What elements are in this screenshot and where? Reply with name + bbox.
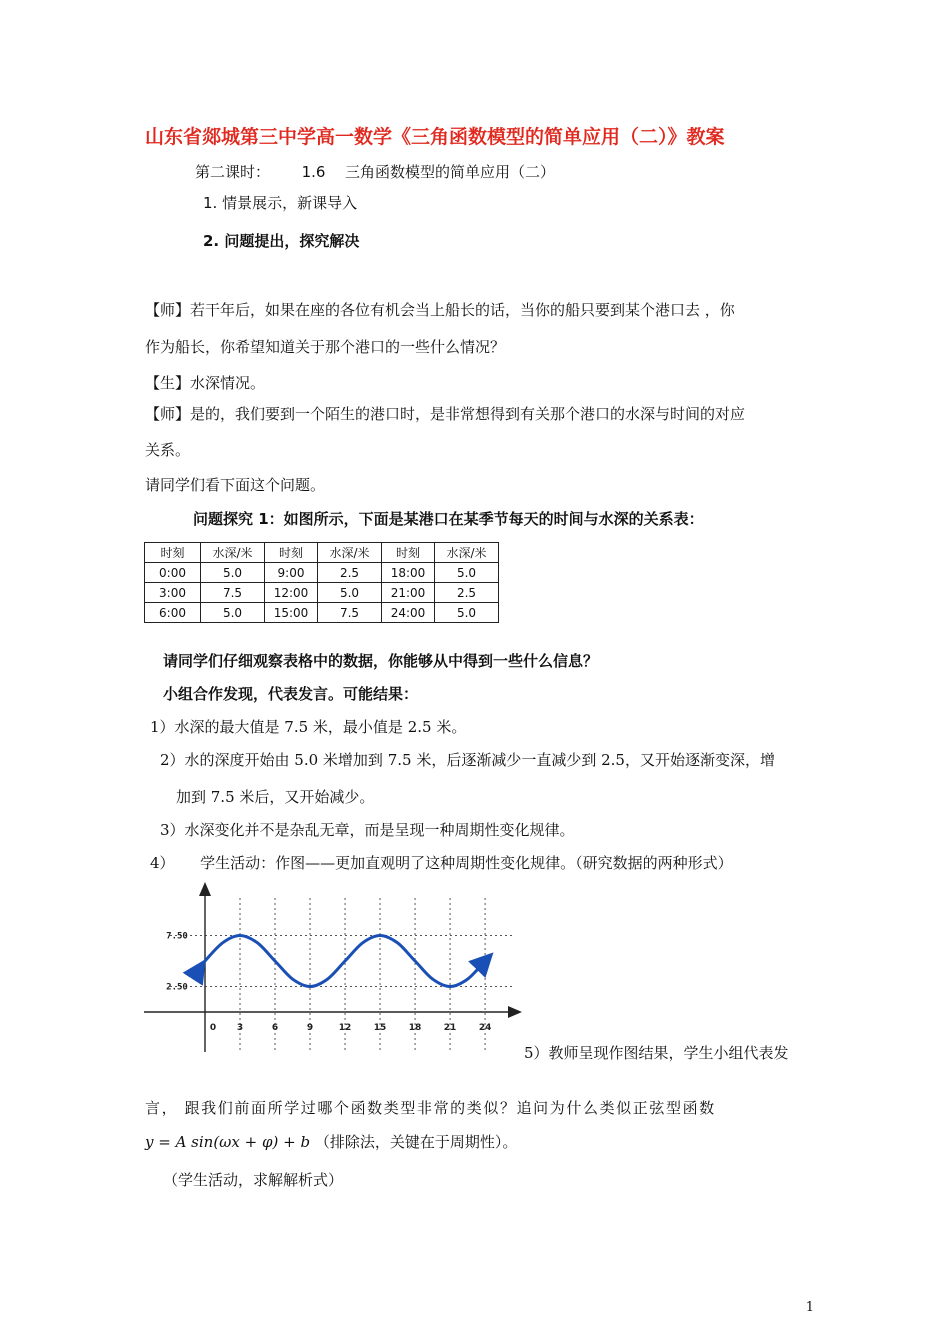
- item5-line: 5）教师呈现作图结果，学生小组代表发: [524, 1044, 789, 1062]
- x-tick-label: 3: [236, 1023, 244, 1033]
- activity-line: （学生活动，求解解析式）: [163, 1171, 344, 1189]
- group-line: 小组合作发现，代表发言。可能结果：: [163, 685, 419, 703]
- table-header-cell: 时刻: [382, 543, 435, 563]
- dialog-line-6: 请同学们看下面这个问题。: [145, 476, 326, 494]
- question-line: 请同学们仔细观察表格中的数据，你能够从中得到一些什么信息？: [163, 652, 599, 670]
- item5-continued: 言， 跟我们前面所学过哪个函数类型非常的类似？追问为什么类似正弦型函数: [145, 1099, 716, 1117]
- result-1: 1）水深的最大值是 7.5 米，最小值是 2.5 米。: [150, 718, 467, 736]
- formula-line: [145, 1132, 517, 1152]
- table-header-cell: 水深/米: [435, 543, 499, 563]
- x-tick-label: 6: [271, 1023, 279, 1033]
- dialog-line-3: 【生】水深情况。: [145, 374, 266, 392]
- table-cell: 6:00: [145, 603, 201, 623]
- item4-text: 学生活动：作图——更加直观明了这种周期性变化规律。（研究数据的两种形式）: [200, 854, 733, 872]
- table-cell: 7.5: [318, 603, 382, 623]
- result-3: 3）水深变化并不是杂乱无章，而是呈现一种周期性变化规律。: [160, 821, 575, 839]
- page-number: 1: [805, 1300, 814, 1315]
- table-cell: 21:00: [382, 583, 435, 603]
- y-axis-arrow-icon: [199, 882, 211, 896]
- table-cell: 5.0: [435, 603, 499, 623]
- x-tick-label: 24: [478, 1023, 492, 1033]
- dialog-line-2: 作为船长，你希望知道关于那个港口的一些什么情况？: [145, 338, 506, 356]
- table-header-cell: 水深/米: [318, 543, 382, 563]
- table-cell: 3:00: [145, 583, 201, 603]
- table-cell: 9:00: [265, 563, 318, 583]
- dialog-line-5: 关系。: [145, 441, 191, 459]
- table-cell: 7.5: [201, 583, 265, 603]
- x-tick-label: 0: [209, 1023, 217, 1033]
- lesson-line: [195, 162, 555, 182]
- tide-chart: [140, 880, 525, 1060]
- x-tick-label: 18: [408, 1023, 422, 1033]
- table-row: [145, 563, 499, 583]
- table-cell: 0:00: [145, 563, 201, 583]
- table-row: [145, 583, 499, 603]
- table-cell: 15:00: [265, 603, 318, 623]
- result-2-cont: 加到 7.5 米后，又开始减少。: [176, 788, 375, 806]
- sine-formula: y = A sin(ωx + φ) + b: [145, 1133, 311, 1151]
- chart-series: [199, 935, 485, 986]
- problem-heading: 问题探究 1：如图所示，下面是某港口在某季节每天的时间与水深的关系表：: [193, 510, 704, 528]
- table-cell: 12:00: [265, 583, 318, 603]
- depth-table: [144, 542, 499, 623]
- step2-heading: 2. 问题提出，探究解决: [203, 232, 360, 250]
- table-header-cell: 时刻: [265, 543, 318, 563]
- table-row: [145, 603, 499, 623]
- formula-note: （排除法，关键在于周期性）。: [314, 1133, 518, 1151]
- table-cell: 2.5: [435, 583, 499, 603]
- x-tick-label: 9: [306, 1023, 314, 1033]
- chart-tick-labels: [166, 932, 491, 1034]
- document-title: 山东省郯城第三中学高一数学《三角函数模型的简单应用（二）》教案: [145, 126, 725, 148]
- table-header-cell: 时刻: [145, 543, 201, 563]
- table-cell: 18:00: [382, 563, 435, 583]
- y-tick-label: 2.50: [166, 982, 188, 993]
- item4-number: 4）: [150, 854, 175, 872]
- table-cell: 5.0: [435, 563, 499, 583]
- dialog-line-1: 【师】若干年后，如果在座的各位有机会当上船长的话，当你的船只要到某个港口去 ，你: [145, 301, 735, 319]
- table-cell: 24:00: [382, 603, 435, 623]
- lesson-prefix: 第二课时：: [195, 163, 271, 181]
- table-cell: 5.0: [201, 603, 265, 623]
- table-cell: 5.0: [318, 583, 382, 603]
- lesson-number: 1.6: [301, 163, 326, 181]
- x-tick-label: 15: [373, 1023, 387, 1033]
- table-cell: 5.0: [201, 563, 265, 583]
- table-header-cell: 水深/米: [201, 543, 265, 563]
- result-2: 2）水的深度开始由 5.0 米增加到 7.5 米，后逐渐减少一直减少到 2.5，又开始逐渐变深，增: [160, 751, 775, 769]
- lesson-name: 三角函数模型的简单应用（二）: [345, 163, 556, 181]
- item4-line: [150, 853, 733, 873]
- x-axis-arrow-icon: [508, 1006, 522, 1018]
- y-tick-label: 7.50: [166, 931, 188, 942]
- dialog-line-4: 【师】是的，我们要到一个陌生的港口时，是非常想得到有关那个港口的水深与时间的对应: [145, 405, 746, 423]
- table-cell: 2.5: [318, 563, 382, 583]
- x-tick-label: 12: [338, 1023, 352, 1033]
- table-header-row: [145, 543, 499, 563]
- step1-heading: 1. 情景展示，新课导入: [203, 194, 358, 212]
- depth-series-line: [199, 936, 485, 987]
- x-tick-label: 21: [443, 1023, 457, 1033]
